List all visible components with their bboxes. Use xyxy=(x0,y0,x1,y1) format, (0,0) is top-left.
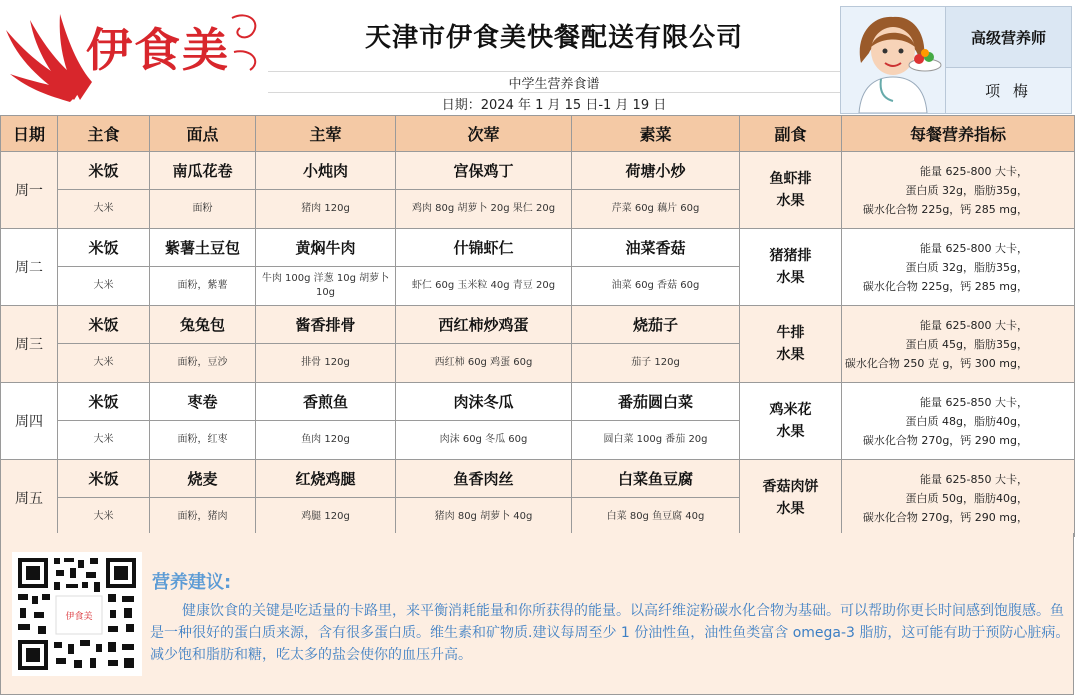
nutrition-protein: 蛋白质 45g，脂肪35g， xyxy=(905,337,1028,351)
vegetable-ingredients: 油菜 60g 香菇 60g xyxy=(572,267,740,306)
staple-dish: 米饭 xyxy=(58,383,150,421)
day-cell: 周五 xyxy=(1,460,58,537)
nutrition-carbs: 碳水化合物 270g，钙 290 mg， xyxy=(862,433,1028,447)
staple-dish: 米饭 xyxy=(58,306,150,344)
vegetable-dish: 番茄圆白菜 xyxy=(572,383,740,421)
nutritionist-name: 项 梅 xyxy=(946,68,1072,114)
company-title: 天津市伊食美快餐配送有限公司 xyxy=(268,0,840,72)
nutrition-carbs: 碳水化合物 270g，钙 290 mg， xyxy=(862,510,1028,524)
svg-text:伊食美: 伊食美 xyxy=(65,612,93,622)
nutrition-energy: 能量 625-800 大卡， xyxy=(920,318,1028,332)
pastry-ingredients: 面粉，豆沙 xyxy=(150,344,256,383)
table-row xyxy=(1,383,1075,421)
advice-text: 健康饮食的关键是吃适量的卡路里，来平衡消耗能量和你所获得的能量。以高纤维淀粉碳水化合物为基础。可以帮助你更长时间感到饱腹感。鱼是一种很好的蛋白质来源，含有很多蛋白质。维生素和矿物质.建议每周至少 1 份油性鱼，油性鱼类富含 omega-3 脂肪，这可能有助于预防心脏病。减少饱和脂肪和糖，吃太多的盐会使你的血压升高。 xyxy=(150,603,1070,663)
staple-ingredients: 大米 xyxy=(58,421,150,460)
side-item: 鸡米花 xyxy=(769,402,812,418)
nutrition-carbs: 碳水化合物 250 克 g，钙 300 mg， xyxy=(844,356,1028,370)
nutritionist-icon xyxy=(841,7,945,113)
day-cell: 周四 xyxy=(1,383,58,460)
nutrition-cell xyxy=(842,152,1075,229)
side-item: 水果 xyxy=(776,270,805,286)
second-meat-dish: 肉沫冬瓜 xyxy=(396,383,572,421)
company-logo xyxy=(0,0,268,108)
table-row xyxy=(1,152,1075,190)
nutritionist-role: 高级营养师 xyxy=(946,6,1072,68)
side-dish xyxy=(740,383,842,460)
col-header-nutrition: 每餐营养指标 xyxy=(842,116,1075,152)
main-meat-ingredients: 鱼肉 120g xyxy=(256,421,396,460)
second-meat-ingredients: 西红柿 60g 鸡蛋 60g xyxy=(396,344,572,383)
qr-code-icon xyxy=(12,552,142,676)
vegetable-dish: 油菜香菇 xyxy=(572,229,740,267)
side-item: 水果 xyxy=(776,193,805,209)
pastry-ingredients: 面粉，紫薯 xyxy=(150,267,256,306)
col-header-second-meat: 次荤 xyxy=(396,116,572,152)
weekly-menu-table xyxy=(0,115,1075,537)
nutrition-protein: 蛋白质 32g，脂肪35g， xyxy=(905,260,1028,274)
staple-ingredients: 大米 xyxy=(58,190,150,229)
pastry-dish: 南瓜花卷 xyxy=(150,152,256,190)
second-meat-ingredients: 猪肉 80g 胡萝卜 40g xyxy=(396,498,572,537)
side-dish xyxy=(740,152,842,229)
table-row xyxy=(1,460,1075,498)
side-item: 牛排 xyxy=(776,325,805,341)
col-header-main-meat: 主荤 xyxy=(256,116,396,152)
side-item: 水果 xyxy=(776,347,805,363)
vegetable-dish: 白菜鱼豆腐 xyxy=(572,460,740,498)
nutrition-cell xyxy=(842,229,1075,306)
side-dish xyxy=(740,460,842,537)
nutrition-carbs: 碳水化合物 225g，钙 285 mg， xyxy=(862,279,1028,293)
staple-ingredients: 大米 xyxy=(58,498,150,537)
second-meat-dish: 宫保鸡丁 xyxy=(396,152,572,190)
vegetable-ingredients: 圆白菜 100g 番茄 20g xyxy=(572,421,740,460)
main-meat-ingredients: 猪肉 120g xyxy=(256,190,396,229)
pastry-dish: 枣卷 xyxy=(150,383,256,421)
second-meat-dish: 西红柿炒鸡蛋 xyxy=(396,306,572,344)
side-item: 水果 xyxy=(776,501,805,517)
nutrition-protein: 蛋白质 32g，脂肪35g， xyxy=(905,183,1028,197)
qr-code xyxy=(12,552,142,676)
vegetable-dish: 烧茄子 xyxy=(572,306,740,344)
menu-date: 日期：2024 年 1 月 15 日-1 月 19 日 xyxy=(268,92,840,114)
vegetable-ingredients: 茄子 120g xyxy=(572,344,740,383)
nutrition-cell xyxy=(842,306,1075,383)
pastry-dish: 兔兔包 xyxy=(150,306,256,344)
side-item: 鱼虾排 xyxy=(769,171,812,187)
vegetable-ingredients: 芹菜 60g 藕片 60g xyxy=(572,190,740,229)
nutrition-energy: 能量 625-800 大卡， xyxy=(920,241,1028,255)
second-meat-dish: 什锦虾仁 xyxy=(396,229,572,267)
second-meat-ingredients: 鸡肉 80g 胡萝卜 20g 果仁 20g xyxy=(396,190,572,229)
day-cell: 周二 xyxy=(1,229,58,306)
main-meat-ingredients: 牛肉 100g 洋葱 10g 胡萝卜 10g xyxy=(256,267,396,306)
nutrition-carbs: 碳水化合物 225g，钙 285 mg， xyxy=(862,202,1028,216)
col-header-pastry: 面点 xyxy=(150,116,256,152)
nutrition-protein: 蛋白质 50g，脂肪40g， xyxy=(905,491,1028,505)
vegetable-dish: 荷塘小炒 xyxy=(572,152,740,190)
nutrition-cell xyxy=(842,383,1075,460)
staple-ingredients: 大米 xyxy=(58,344,150,383)
side-dish xyxy=(740,229,842,306)
nutrition-energy: 能量 625-850 大卡， xyxy=(920,395,1028,409)
staple-dish: 米饭 xyxy=(58,152,150,190)
table-header-row xyxy=(1,116,1075,152)
side-dish xyxy=(740,306,842,383)
logo-text: 伊食美 xyxy=(86,23,230,77)
pastry-ingredients: 面粉，猪肉 xyxy=(150,498,256,537)
pastry-dish: 紫薯土豆包 xyxy=(150,229,256,267)
main-meat-ingredients: 鸡腿 120g xyxy=(256,498,396,537)
staple-dish: 米饭 xyxy=(58,460,150,498)
table-row xyxy=(1,229,1075,267)
side-item: 香菇肉饼 xyxy=(762,479,819,495)
pastry-ingredients: 面粉 xyxy=(150,190,256,229)
col-header-staple: 主食 xyxy=(58,116,150,152)
main-meat-dish: 黄焖牛肉 xyxy=(256,229,396,267)
staple-dish: 米饭 xyxy=(58,229,150,267)
second-meat-dish: 鱼香肉丝 xyxy=(396,460,572,498)
menu-subtitle: 中学生营养食谱 xyxy=(508,76,600,92)
staple-ingredients: 大米 xyxy=(58,267,150,306)
second-meat-ingredients: 虾仁 60g 玉米粒 40g 青豆 20g xyxy=(396,267,572,306)
side-item: 水果 xyxy=(776,424,805,440)
nutrition-energy: 能量 625-850 大卡， xyxy=(920,472,1028,486)
col-header-vegetable: 素菜 xyxy=(572,116,740,152)
day-cell: 周一 xyxy=(1,152,58,229)
main-meat-dish: 小炖肉 xyxy=(256,152,396,190)
main-meat-dish: 酱香排骨 xyxy=(256,306,396,344)
side-item: 猪猪排 xyxy=(769,248,812,264)
nutrition-protein: 蛋白质 48g，脂肪40g， xyxy=(905,414,1028,428)
main-meat-ingredients: 排骨 120g xyxy=(256,344,396,383)
col-header-date: 日期 xyxy=(1,116,58,152)
main-meat-dish: 香煎鱼 xyxy=(256,383,396,421)
table-row xyxy=(1,306,1075,344)
pastry-dish: 烧麦 xyxy=(150,460,256,498)
pastry-ingredients: 面粉，红枣 xyxy=(150,421,256,460)
main-meat-dish: 红烧鸡腿 xyxy=(256,460,396,498)
nutrition-cell xyxy=(842,460,1075,537)
col-header-side: 副食 xyxy=(740,116,842,152)
vegetable-ingredients: 白菜 80g 鱼豆腐 40g xyxy=(572,498,740,537)
day-cell: 周三 xyxy=(1,306,58,383)
nutritionist-avatar xyxy=(840,6,946,114)
advice-title: 营养建议: xyxy=(152,572,232,593)
nutrition-energy: 能量 625-800 大卡， xyxy=(920,164,1028,178)
second-meat-ingredients: 肉沫 60g 冬瓜 60g xyxy=(396,421,572,460)
